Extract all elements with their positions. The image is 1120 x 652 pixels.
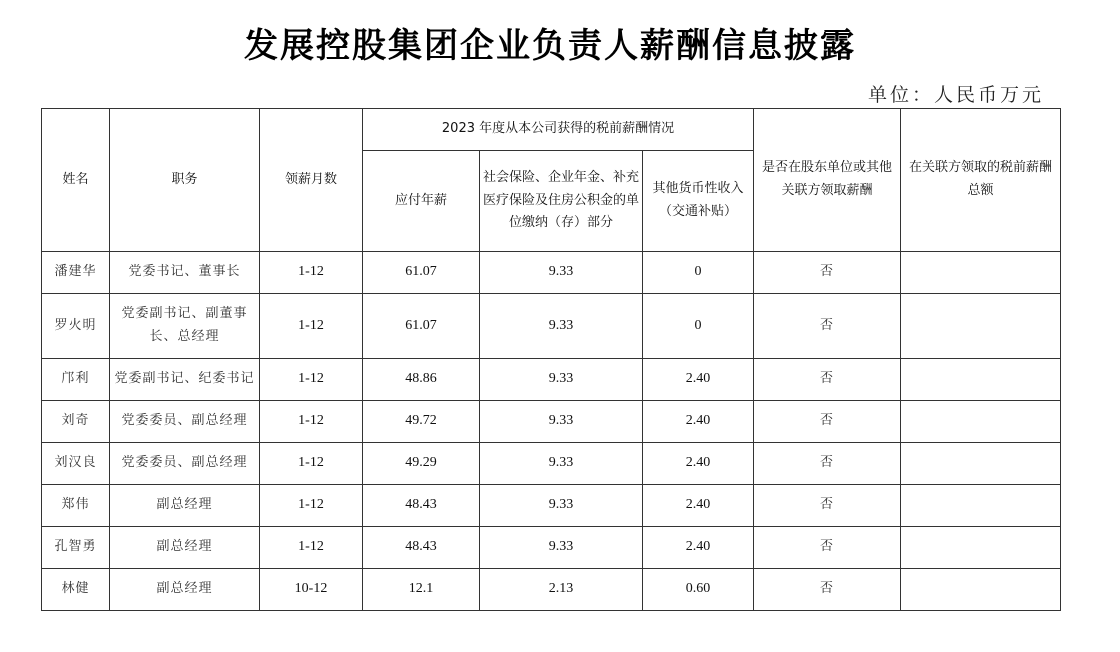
cell-position: 党委副书记、纪委书记 — [110, 359, 260, 401]
cell-related-party: 否 — [754, 294, 901, 359]
cell-position: 副总经理 — [110, 527, 260, 569]
cell-related-party: 否 — [754, 401, 901, 443]
cell-annual-salary: 61.07 — [363, 294, 480, 359]
table-row — [42, 527, 1061, 569]
cell-position: 党委委员、副总经理 — [110, 443, 260, 485]
cell-annual-salary: 48.43 — [363, 485, 480, 527]
table-row — [42, 569, 1061, 611]
cell-months: 1-12 — [260, 359, 363, 401]
cell-related-party: 否 — [754, 252, 901, 294]
header-months: 领薪月数 — [260, 109, 363, 252]
unit-label: 单位：人民币万元 — [868, 84, 1045, 106]
cell-name: 林健 — [42, 569, 110, 611]
cell-social-insurance: 9.33 — [480, 443, 643, 485]
table-row — [42, 485, 1061, 527]
cell-name: 邝利 — [42, 359, 110, 401]
cell-related-total — [901, 485, 1061, 527]
cell-related-party: 否 — [754, 527, 901, 569]
cell-position: 副总经理 — [110, 485, 260, 527]
cell-other-income: 2.40 — [643, 485, 754, 527]
header-annual-salary: 应付年薪 — [363, 151, 480, 252]
cell-name: 刘汉良 — [42, 443, 110, 485]
cell-social-insurance: 9.33 — [480, 359, 643, 401]
cell-months: 10-12 — [260, 569, 363, 611]
page-title: 发展控股集团企业负责人薪酬信息披露 — [244, 26, 856, 66]
cell-annual-salary: 49.72 — [363, 401, 480, 443]
header-position: 职务 — [110, 109, 260, 252]
cell-position: 党委副书记、副董事长、总经理 — [110, 294, 260, 359]
cell-months: 1-12 — [260, 527, 363, 569]
cell-related-party: 否 — [754, 485, 901, 527]
cell-related-party: 否 — [754, 443, 901, 485]
cell-other-income: 0.60 — [643, 569, 754, 611]
cell-other-income: 2.40 — [643, 359, 754, 401]
cell-other-income: 0 — [643, 294, 754, 359]
cell-other-income: 0 — [643, 252, 754, 294]
cell-months: 1-12 — [260, 443, 363, 485]
cell-related-total — [901, 443, 1061, 485]
cell-social-insurance: 9.33 — [480, 485, 643, 527]
cell-annual-salary: 12.1 — [363, 569, 480, 611]
cell-annual-salary: 49.29 — [363, 443, 480, 485]
cell-annual-salary: 61.07 — [363, 252, 480, 294]
cell-months: 1-12 — [260, 401, 363, 443]
header-related-total: 在关联方领取的税前薪酬总额 — [901, 109, 1061, 252]
cell-related-total — [901, 401, 1061, 443]
table-row — [42, 401, 1061, 443]
cell-social-insurance: 9.33 — [480, 294, 643, 359]
cell-related-total — [901, 527, 1061, 569]
cell-related-total — [901, 359, 1061, 401]
header-related-party: 是否在股东单位或其他关联方领取薪酬 — [754, 109, 901, 252]
cell-name: 郑伟 — [42, 485, 110, 527]
table-body — [42, 252, 1061, 611]
cell-related-total — [901, 569, 1061, 611]
header-group-2023: 2023 年度从本公司获得的税前薪酬情况 — [363, 109, 754, 151]
cell-related-party: 否 — [754, 569, 901, 611]
cell-months: 1-12 — [260, 252, 363, 294]
cell-related-party: 否 — [754, 359, 901, 401]
table-row — [42, 359, 1061, 401]
cell-other-income: 2.40 — [643, 527, 754, 569]
cell-name: 罗火明 — [42, 294, 110, 359]
table-header — [42, 109, 1061, 252]
salary-table — [41, 108, 1061, 611]
cell-name: 潘建华 — [42, 252, 110, 294]
cell-other-income: 2.40 — [643, 401, 754, 443]
cell-other-income: 2.40 — [643, 443, 754, 485]
cell-months: 1-12 — [260, 485, 363, 527]
table-row — [42, 443, 1061, 485]
cell-months: 1-12 — [260, 294, 363, 359]
header-name: 姓名 — [42, 109, 110, 252]
cell-position: 党委书记、董事长 — [110, 252, 260, 294]
cell-annual-salary: 48.86 — [363, 359, 480, 401]
cell-social-insurance: 9.33 — [480, 527, 643, 569]
table-row — [42, 252, 1061, 294]
cell-name: 孔智勇 — [42, 527, 110, 569]
table-row — [42, 294, 1061, 359]
cell-social-insurance: 2.13 — [480, 569, 643, 611]
cell-social-insurance: 9.33 — [480, 401, 643, 443]
cell-related-total — [901, 294, 1061, 359]
cell-social-insurance: 9.33 — [480, 252, 643, 294]
header-social-insurance: 社会保险、企业年金、补充医疗保险及住房公积金的单位缴纳（存）部分 — [480, 151, 643, 252]
cell-related-total — [901, 252, 1061, 294]
cell-position: 党委委员、副总经理 — [110, 401, 260, 443]
cell-position: 副总经理 — [110, 569, 260, 611]
header-other-income: 其他货币性收入（交通补贴） — [643, 151, 754, 252]
cell-name: 刘奇 — [42, 401, 110, 443]
cell-annual-salary: 48.43 — [363, 527, 480, 569]
